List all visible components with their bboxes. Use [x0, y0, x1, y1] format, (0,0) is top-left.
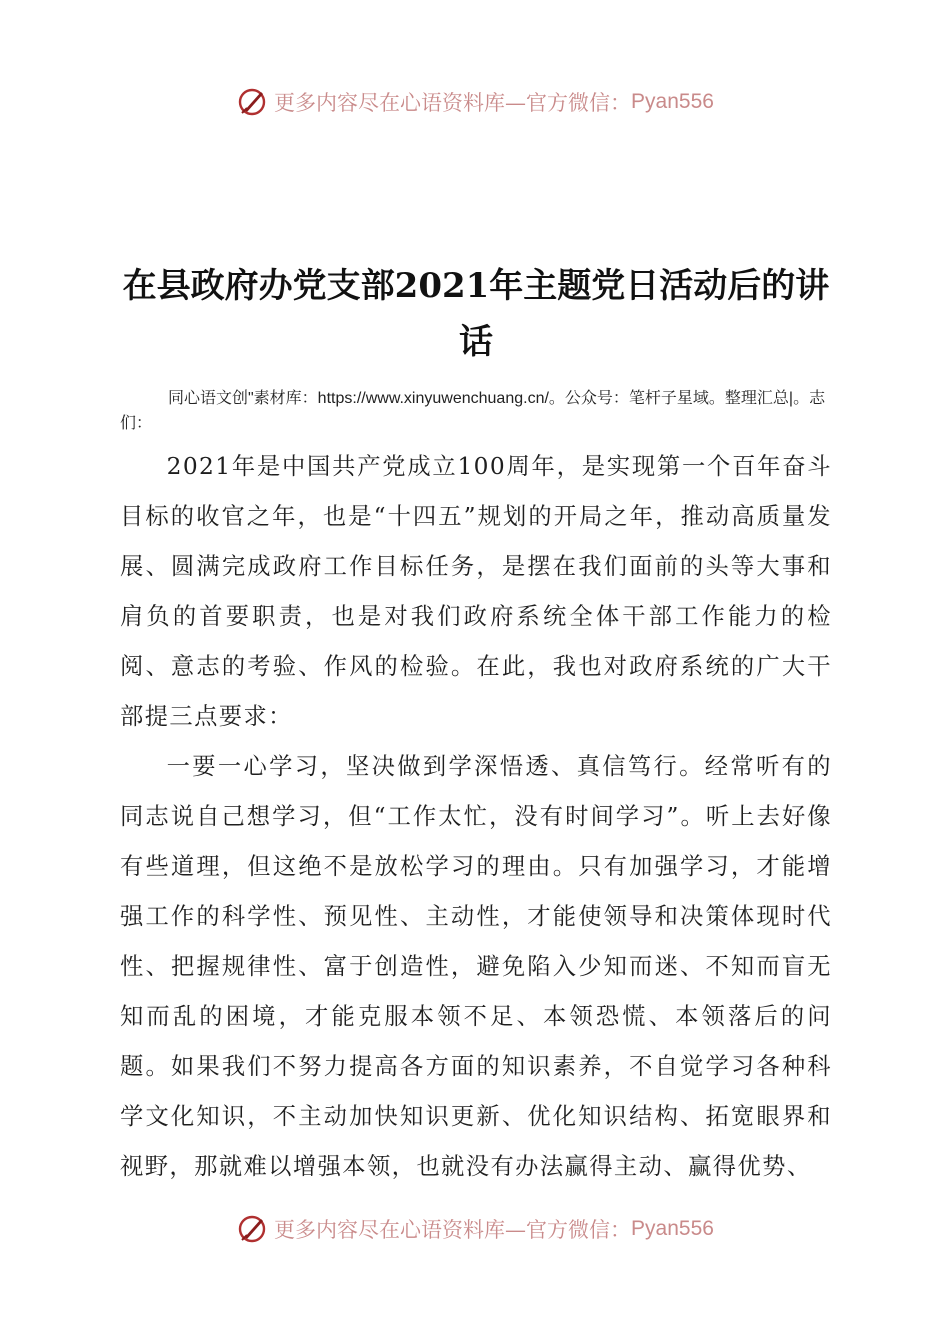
wechat-id: Pyan556 — [631, 1217, 714, 1240]
header-banner — [0, 82, 950, 122]
document-body — [120, 442, 832, 1192]
footer-banner — [0, 1209, 950, 1249]
paragraph: 一要一心学习，坚决做到学深悟透、真信笃行。经常听有的同志说自己想学习，但“工作太忙，没有时间学习”。听上去好像有些道理，但这绝不是放松学习的理由。只有加强学习，才能增强工作的科学性、预见性、主动性，才能使领导和决策体现时代性、把握规律性、富于创造性，避免陷入少知而迷、不知而盲无知而乱的困境，才能克服本领不足、本领恐慌、本领落后的问题。如果我们不努力提高各方面的知识素养，不自觉学习各种科学文化知识，不主动加快知识更新、优化知识结构、拓宽眼界和视野，那就难以增强本领，也就没有办法赢得主动、赢得优势、 — [120, 753, 832, 1180]
source-note: 同心语文创"素材库：https://www.xinyuwenchuang.cn/。公众号：笔杆子星域。整理汇总|。志们： — [120, 390, 826, 432]
banner-text: 更多内容尽在心语资料库—官方微信： — [274, 1218, 632, 1242]
document-title: 在县政府办党支部2021年主题党日活动后的讲话 — [122, 266, 830, 362]
paragraph: 2021年是中国共产党成立100周年，是实现第一个百年奋斗目标的收官之年，也是“十四五”规划的开局之年，推动高质量发展、圆满完成政府工作目标任务，是摆在我们面前的头等大事和肩负的首要职责，也是对我们政府系统全体干部工作能力的检阅、意志的考验、作风的检验。在此，我也对政府系统的广大干部提三点要求： — [120, 453, 832, 730]
pen-circle-icon — [236, 86, 268, 118]
pen-circle-icon — [236, 1213, 268, 1245]
wechat-id: Pyan556 — [631, 90, 714, 113]
banner-text: 更多内容尽在心语资料库—官方微信： — [274, 91, 632, 115]
